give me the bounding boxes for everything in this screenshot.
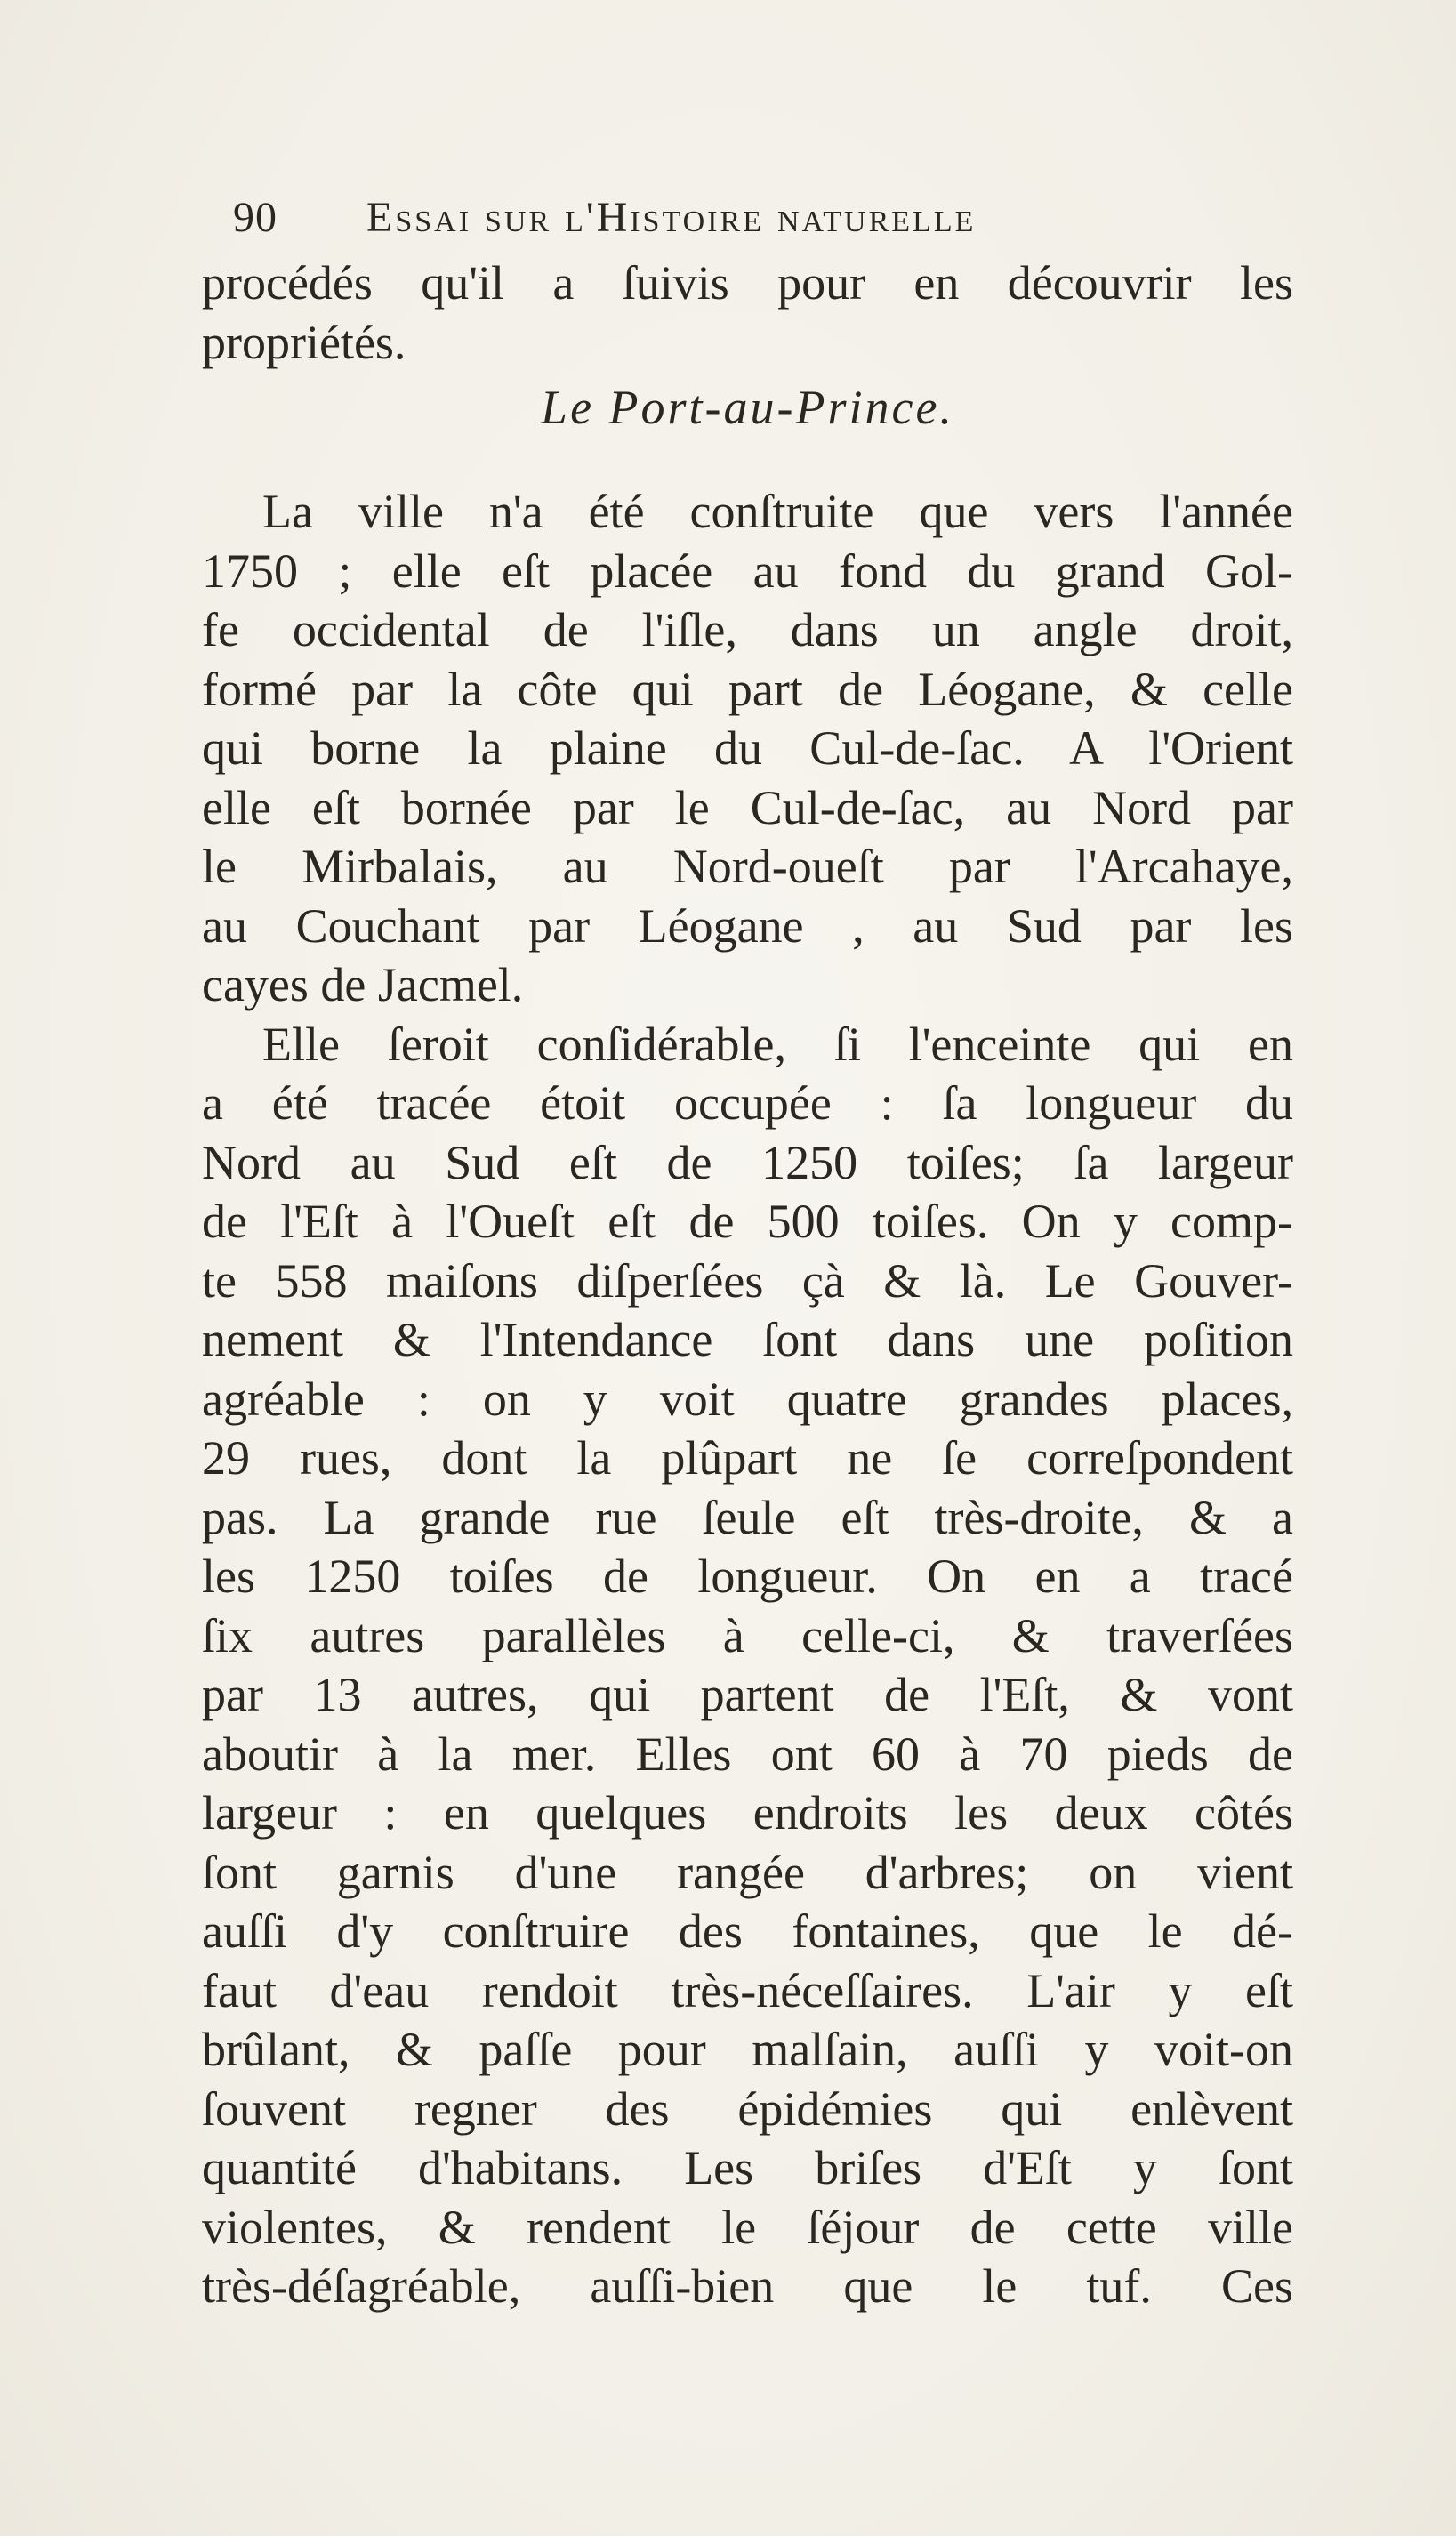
text-line: ſouvent regner des épidémies qui enlèvent — [202, 2081, 1293, 2136]
text-line: aboutir à la mer. Elles ont 60 à 70 pieds de — [202, 1727, 1293, 1781]
text-line: elle eſt bornée par le Cul-de-ſac, au Nord par — [202, 780, 1293, 834]
text-line: brûlant, & paſſe pour malſain, auſſi y voit-on — [202, 2023, 1293, 2076]
text-line: Nord au Sud eſt de 1250 toiſes; ſa largeur — [202, 1135, 1293, 1189]
text-line: pas. La grande rue ſeule eſt très-droite, & a — [202, 1490, 1293, 1544]
text-line: ſix autres parallèles à celle-ci, & traverſées — [202, 1608, 1293, 1662]
text-line: de l'Eſt à l'Oueſt eſt de 500 toiſes. On y comp- — [202, 1195, 1293, 1248]
text-line: 1750 ; elle eſt placée au fond du grand Gol- — [202, 543, 1293, 598]
text-line: formé par la côte qui part de Léogane, & celle — [202, 662, 1293, 716]
text-line: fe occidental de l'iſle, dans un angle droit, — [202, 603, 1293, 656]
text-line: nement & l'Intendance ſont dans une poſition — [202, 1313, 1293, 1366]
text-line: cayes de Jacmel. — [202, 958, 524, 1011]
text-line: très-déſagréable, auſſi-bien que le tuf. Ces — [202, 2259, 1293, 2313]
text-line: le Mirbalais, au Nord-oueſt par l'Arcahaye, — [202, 840, 1293, 893]
text-line: a été tracée étoit occupée : ſa longueur du — [202, 1076, 1293, 1130]
text-line: La ville n'a été conſtruite que vers l'année — [262, 485, 1293, 538]
text-line: agréable : on y voit quatre grandes places, — [202, 1372, 1293, 1426]
text-line: ſont garnis d'une rangée d'arbres; on vient — [202, 1845, 1293, 1899]
text-line: 29 rues, dont la plûpart ne ſe correſpondent — [202, 1431, 1293, 1485]
text-line: faut d'eau rendoit très-néceſſaires. L'air y eſt — [202, 1963, 1293, 2017]
text-line: violentes, & rendent le ſéjour de cette ville — [202, 2200, 1293, 2254]
text-line: par 13 autres, qui partent de l'Eſt, & vont — [202, 1668, 1293, 1721]
text-line: auſſi d'y conſtruire des fontaines, que le dé- — [202, 1904, 1293, 1958]
running-title: Essai sur l'Histoire naturelle — [366, 194, 977, 241]
running-header — [233, 189, 1176, 247]
text-line: les 1250 toiſes de longueur. On en a tracé — [202, 1550, 1293, 1603]
text-line: Elle ſeroit conſidérable, ſi l'enceinte qui en — [262, 1017, 1293, 1071]
text-line: quantité d'habitans. Les briſes d'Eſt y ſont — [202, 2141, 1293, 2194]
text-line: largeur : en quelques endroits les deux côtés — [202, 1786, 1293, 1840]
text-line: propriétés. — [202, 315, 406, 369]
page-number: 90 — [233, 194, 278, 241]
text-line: procédés qu'il a ſuivis pour en découvrir les — [202, 256, 1293, 310]
text-line: te 558 maiſons diſperſées çà & là. Le Gouver- — [202, 1253, 1293, 1308]
text-line: qui borne la plaine du Cul-de-ſac. A l'Orient — [202, 721, 1293, 775]
text-line: au Couchant par Léogane , au Sud par les — [202, 898, 1293, 953]
body-text — [202, 254, 1293, 2316]
section-title: Le Port-au-Prince. — [541, 381, 954, 434]
